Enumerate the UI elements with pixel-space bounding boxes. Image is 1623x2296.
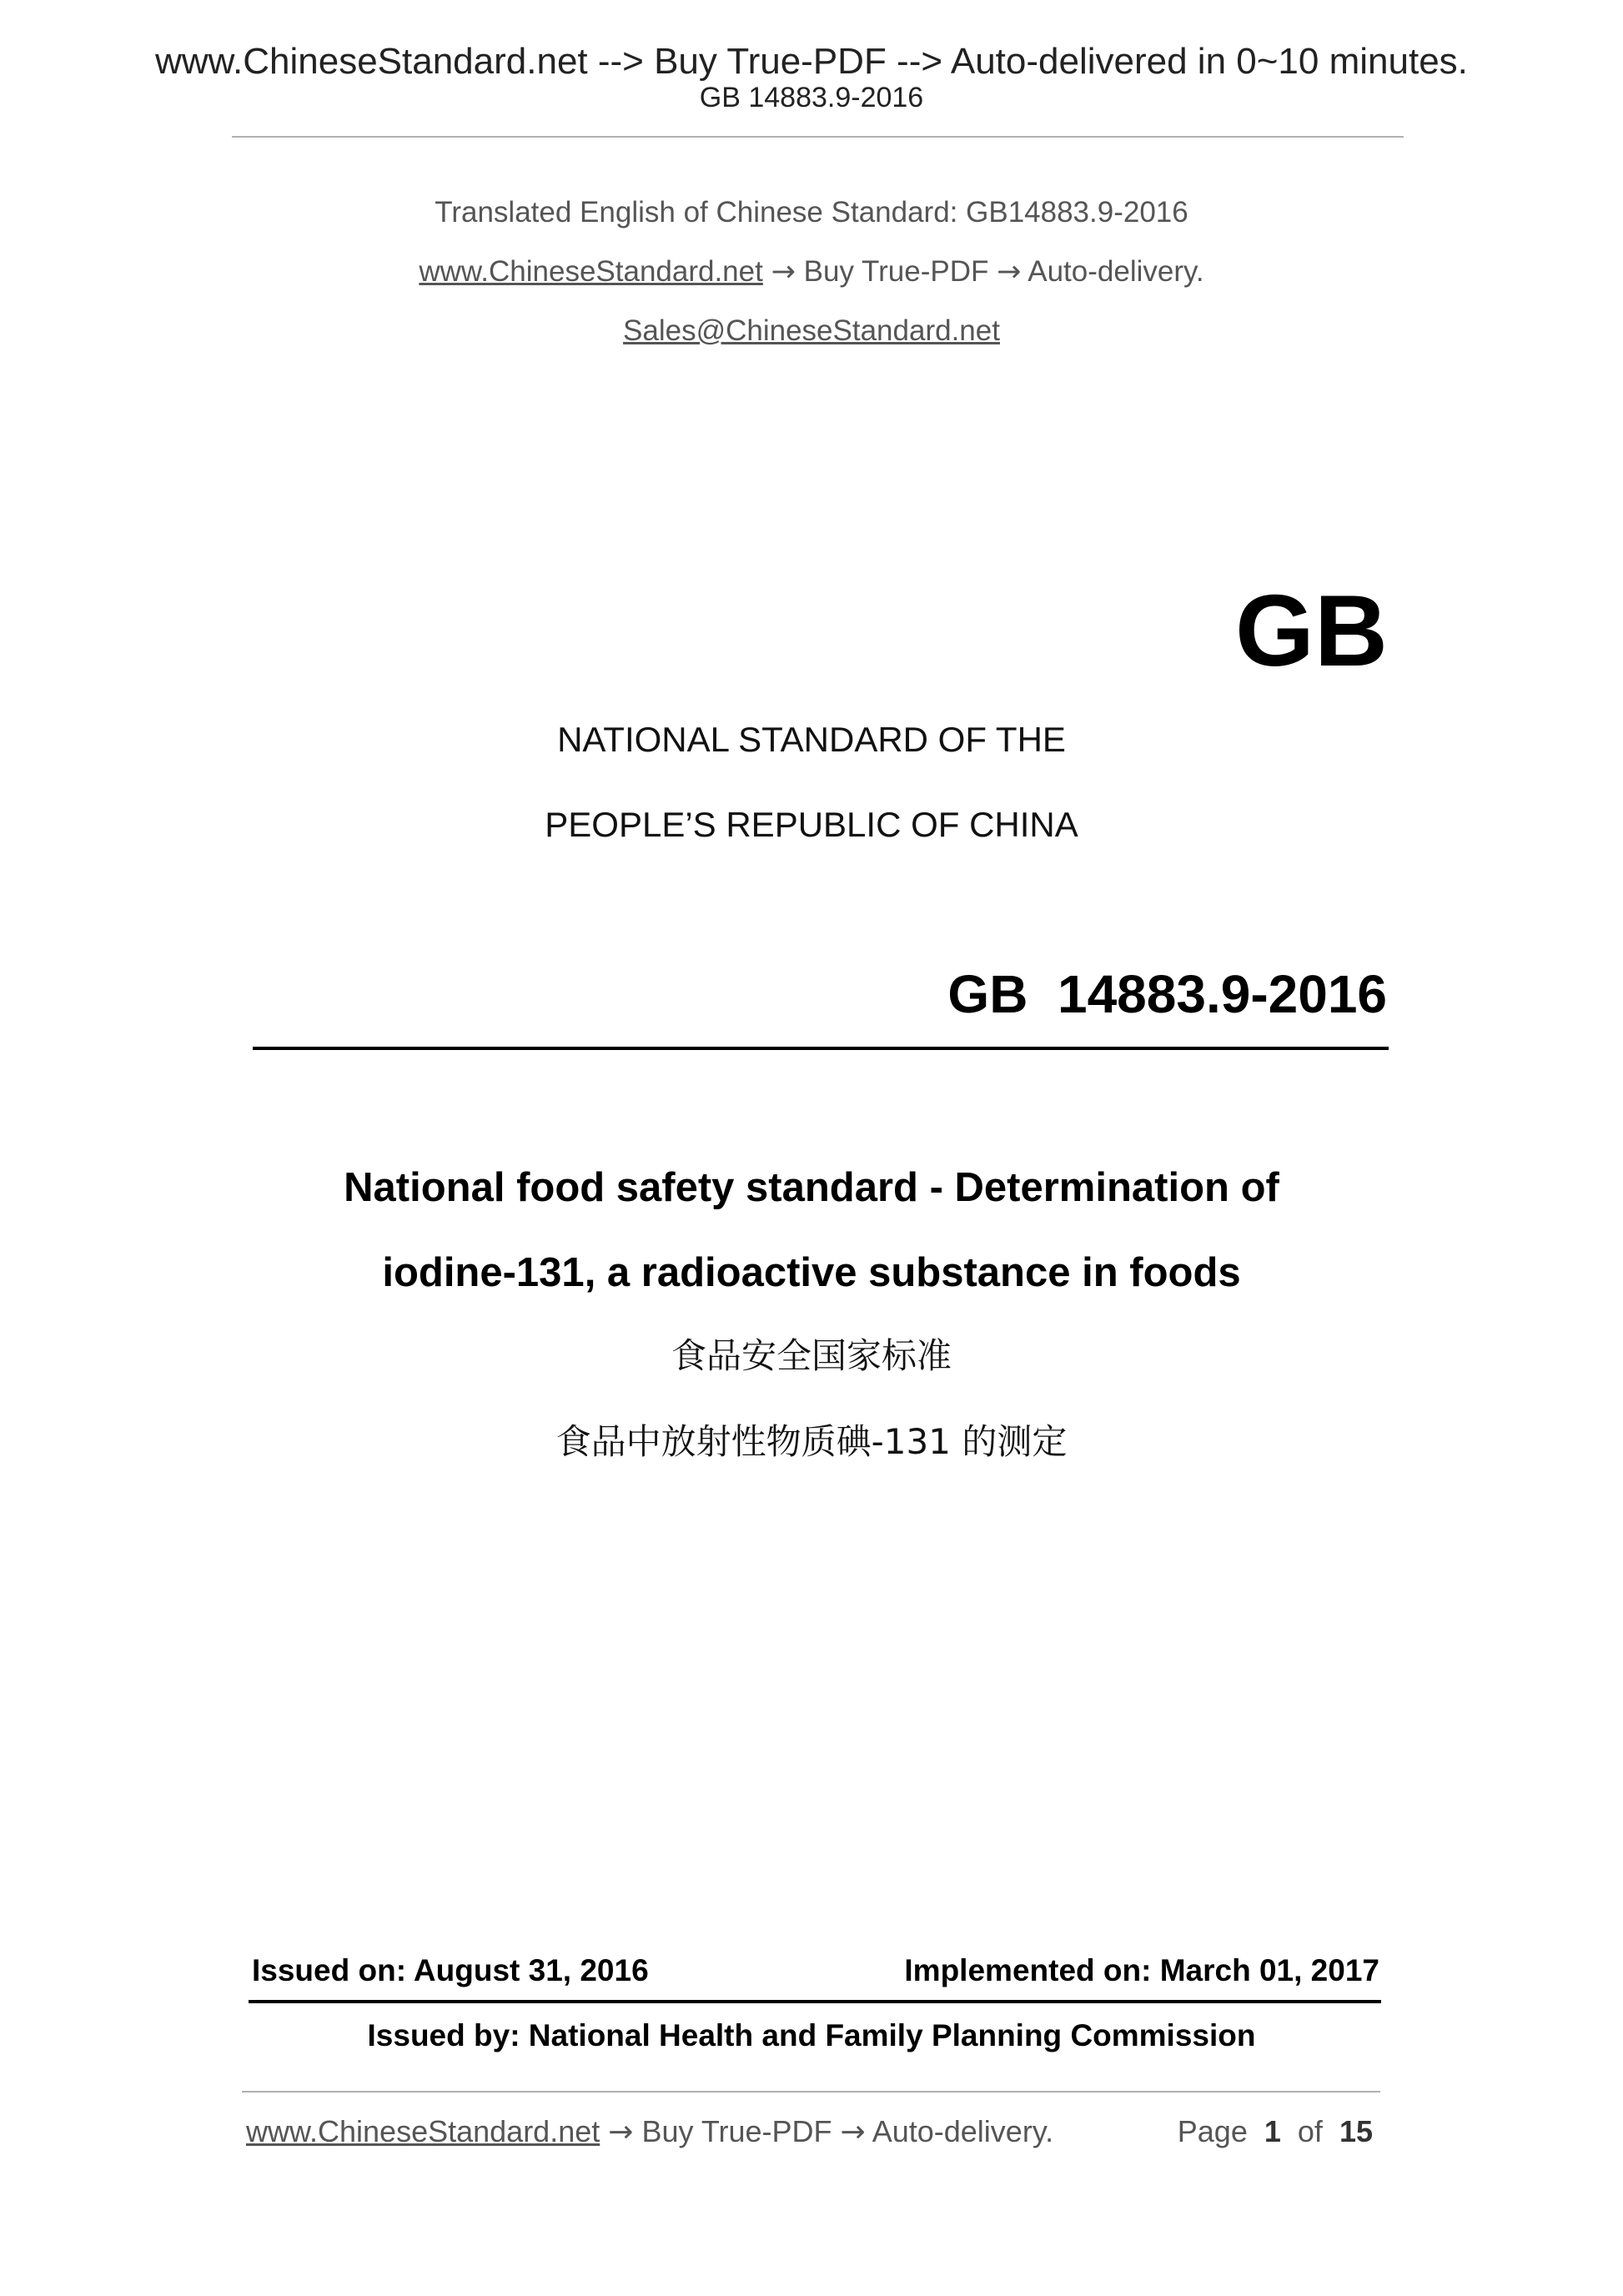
page-label: Page [1177,2114,1248,2148]
title-english-line2: iodine-131, a radioactive substance in foods [382,1250,1241,1295]
right-arrow-icon: → [840,2115,866,2149]
title-chinese-line1: 食品安全国家标准 [671,1335,952,1376]
right-arrow-icon: → [771,255,796,289]
of-label: of [1297,2114,1323,2148]
issued-on: Issued on: August 31, 2016 [252,1953,649,1987]
standard-number: GB 14883.9-2016 [947,964,1387,1024]
implemented-on: Implemented on: March 01, 2017 [904,1953,1379,1987]
issued-by: Issued by: National Health and Family Planning Commission [367,2018,1256,2052]
footer-purchase-line [246,2114,1054,2149]
auto-delivery-text: Auto-delivery. [1028,255,1204,288]
right-arrow-icon: → [608,2115,634,2149]
header-divider [232,136,1404,138]
footer-site-link[interactable]: www.ChineseStandard.net [246,2114,600,2148]
gb-logo-mark: GB [1235,574,1388,687]
national-standard-line2: PEOPLE’S REPUBLIC OF CHINA [545,805,1078,844]
title-english-line1: National food safety standard - Determination of [344,1165,1279,1210]
translated-line: Translated English of Chinese Standard: GB14883.9-2016 [435,196,1188,229]
issue-rule [249,2000,1381,2003]
header-doc-code: GB 14883.9-2016 [699,82,924,113]
page-number: 1 [1264,2114,1281,2148]
buy-text: Buy True-PDF [803,255,989,288]
email-line [0,316,1623,345]
email-link[interactable]: Sales@ChineseStandard.net [623,314,1000,347]
standard-number-rule [253,1047,1389,1050]
page-indicator [1177,2114,1373,2148]
footer-buy-text: Buy True-PDF [641,2114,832,2148]
page-total: 15 [1339,2114,1373,2148]
title-chinese-line2: 食品中放射性物质碘-131 的测定 [555,1421,1068,1462]
national-standard-line1: NATIONAL STANDARD OF THE [557,720,1066,759]
site-link[interactable]: www.ChineseStandard.net [419,255,763,288]
right-arrow-icon: → [997,255,1022,289]
purchase-line [0,257,1623,287]
footer-auto-delivery-text: Auto-delivery. [872,2114,1054,2148]
footer-top-divider [242,2091,1380,2093]
header-banner: www.ChineseStandard.net --> Buy True-PDF --> Auto-delivered in 0~10 minutes. [155,41,1468,82]
